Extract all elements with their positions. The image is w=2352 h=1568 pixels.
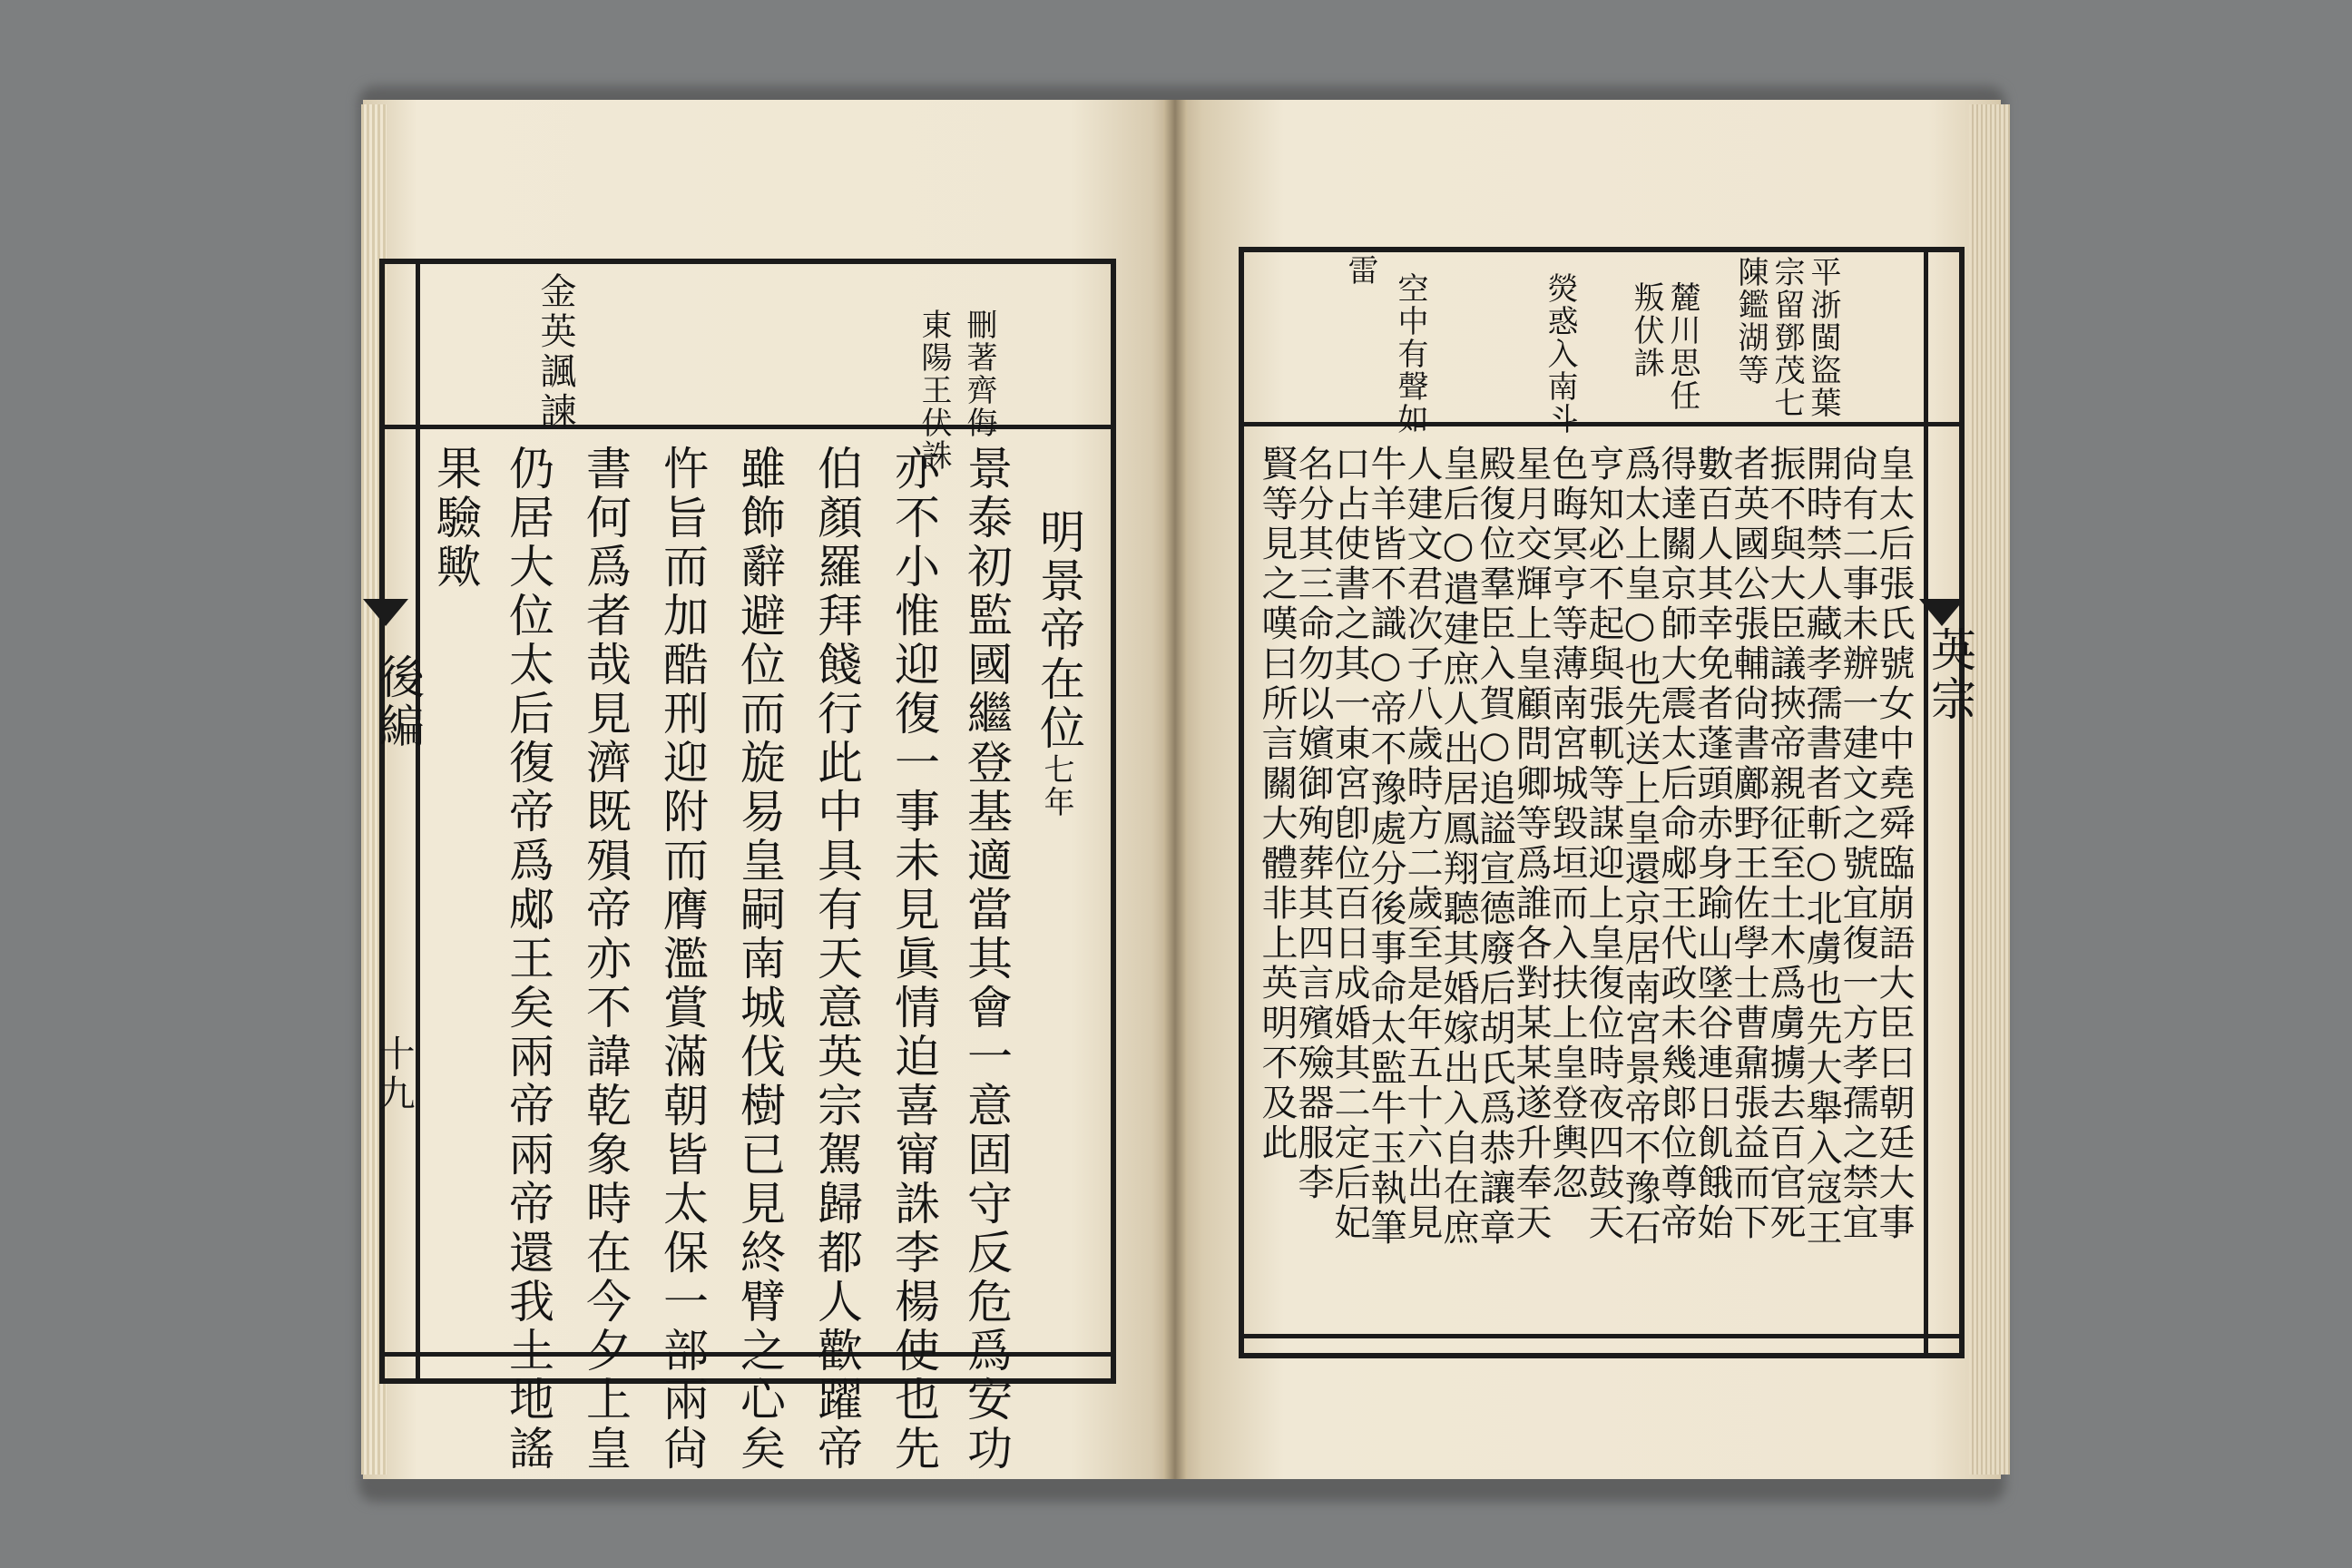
right-column-15: 牛羊皆不識○帝不豫處分後事命太監牛玉執筆 [1365, 445, 1406, 1249]
right-column-10: 色晦冥亨等薄南宮城毀垣而入扶上皇登輿忽 [1546, 445, 1588, 1203]
right-column-1: 皇太后張氏號女中堯舜臨崩語大臣曰朝廷大事 [1873, 445, 1915, 1243]
right-upper-register-rule [1239, 422, 1965, 426]
right-column-12: 殿復位羣臣入賀○追謚宣德廢后胡氏爲恭讓章 [1474, 445, 1515, 1249]
right-bottom-rule [1239, 1334, 1965, 1338]
right-upper-entry-5: 叛伏誅 [1628, 281, 1664, 379]
left-upper-entry-3: 金英諷諫 [534, 272, 576, 432]
left-column-7: 仍居大位太后復帝爲郕王矣兩帝兩帝還我土地謠 [502, 445, 554, 1474]
left-section-title: 明景帝在位 [1033, 508, 1085, 753]
left-column-1: 景泰初監國繼登基適當其會一意固守反危爲安功 [960, 445, 1013, 1474]
right-column-5: 者英國公張輔尙書鄺野王佐學士曹鼐張益而下 [1728, 445, 1769, 1243]
right-upper-entry-1: 平浙閩盜葉 [1805, 256, 1841, 419]
right-column-14: 人建文君次子八歲時方二歲至是年五十六出見 [1401, 445, 1443, 1243]
left-section-subtitle: 七年 [1038, 753, 1074, 818]
left-upper-register-rule [379, 425, 1116, 429]
right-column-3: 開時禁人藏孝孺書者斬○北虜也先大舉入寇王 [1800, 445, 1842, 1249]
right-page-edges [1969, 104, 2010, 1475]
right-upper-entry-7: 空中有聲如 [1392, 272, 1428, 436]
left-column-8: 果驗歟 [429, 445, 482, 592]
right-column-7: 得達關京師大震太后命郕王代政未幾郞位尊帝 [1655, 445, 1697, 1243]
right-column-17: 名分其三命勿以嬪御殉葬其四言殯殮器服李 [1292, 445, 1334, 1203]
right-upper-entry-8: 雷 [1342, 254, 1378, 287]
left-column-3: 伯顏羅拜餞行此中具有天意英宗駕歸都人歡躍帝 [810, 445, 863, 1474]
left-column-4: 雖飾辭避位而旋易皇嗣南城伐樹已見終臂之心矣 [733, 445, 786, 1474]
right-column-11: 星月交輝上皇顧問卿等爲誰各對某某遂升奉天 [1510, 445, 1552, 1243]
right-upper-entry-4: 麓川思任 [1664, 281, 1700, 412]
right-column-16: 口占使書之其一東宮卽位百日成婚其二定后妃 [1328, 445, 1370, 1243]
right-fishtail-mark [1919, 599, 1965, 626]
right-upper-entry-3: 陳鑑湖等 [1732, 256, 1769, 387]
right-column-2: 尙有二事未辦一建文之號宜復一方孝孺之禁宜 [1837, 445, 1878, 1243]
right-column-9: 亨知必不起與張軏等謀迎上皇復位時夜四鼓天 [1583, 445, 1624, 1243]
left-column-2: 亦不小惟迎復一事未見眞情迫喜甯誅李楊使也先 [887, 445, 940, 1474]
right-upper-entry-2: 宗留鄧茂七 [1769, 256, 1805, 419]
right-column-13: 皇后○遣建庶人出居鳳翔聽其婚嫁出入自在庶 [1437, 445, 1479, 1249]
right-column-6: 數百人其幸免者蓬頭赤身踰山墜谷連日飢餓始 [1691, 445, 1733, 1243]
right-chapter-heading: 英宗 [1924, 626, 1976, 724]
left-upper-entry-2: 東陽王伏誅 [916, 309, 952, 472]
book-gutter [1163, 100, 1187, 1479]
right-frame-inner-rule [1924, 247, 1928, 1358]
left-column-5: 忤旨而加酷刑迎附而膺濫賞滿朝皆太保一部兩尙 [656, 445, 709, 1474]
right-upper-entry-6: 熒惑入南斗 [1542, 272, 1578, 436]
left-fishtail-mark [363, 599, 408, 626]
left-folio-number: 十九 [373, 1034, 415, 1114]
right-column-4: 振不與大臣議挾帝親征至土木爲虜擄去百官死 [1764, 445, 1806, 1243]
left-side-label: 後編 [372, 653, 425, 751]
left-column-6: 書何爲者哉見濟既殞帝亦不諱乾象時在今夕上皇 [579, 445, 632, 1474]
right-column-8: 爲太上皇○也先送上皇還京居南宮景帝不豫石 [1619, 445, 1661, 1249]
left-upper-entry-1: 刪著齊侮 [961, 309, 997, 439]
right-column-18: 賢等見之嘆曰所言關大體非上英明不及此 [1256, 445, 1298, 1163]
